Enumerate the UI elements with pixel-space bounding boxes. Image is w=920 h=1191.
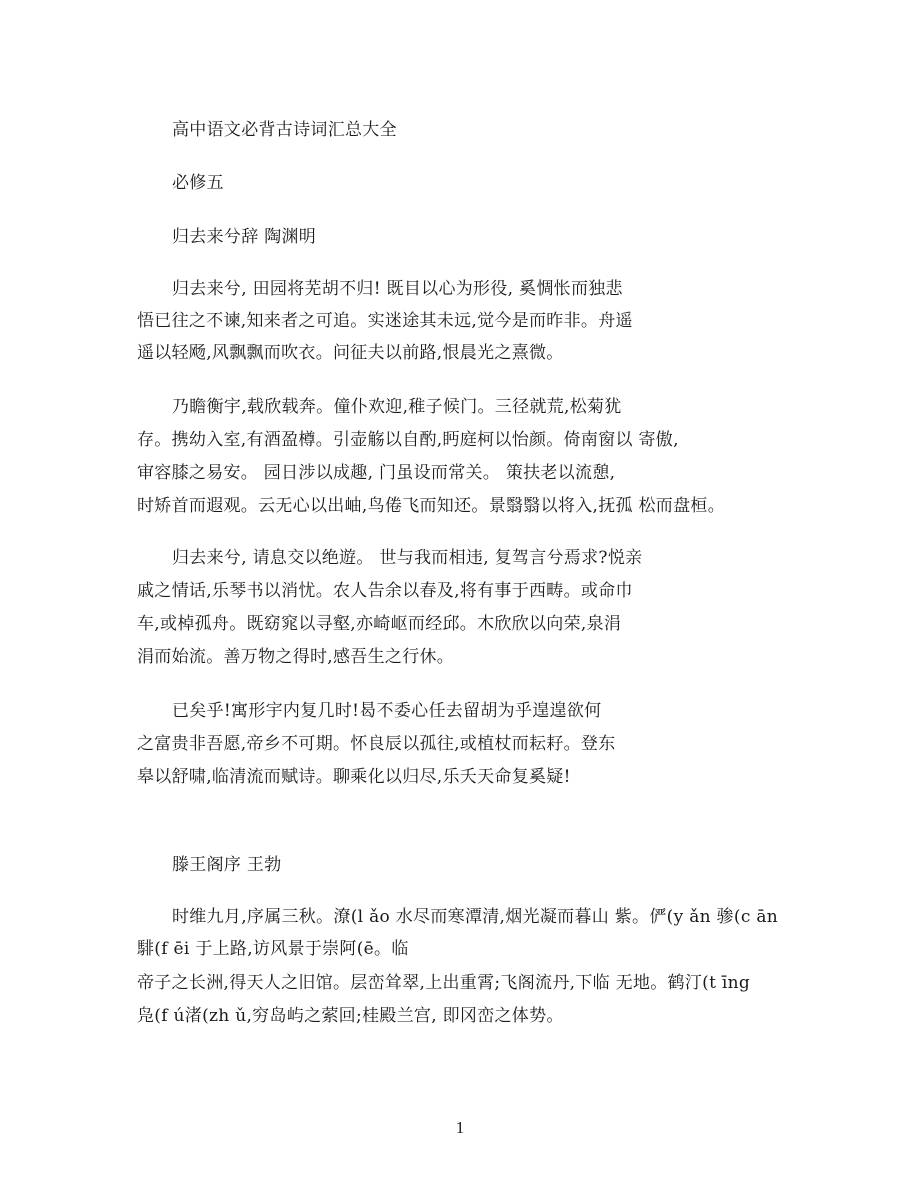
- page-number: 1: [455, 1118, 465, 1137]
- paragraph-line: 戚之情话,乐琴书以消忧。农人告余以春及,将有事于西畴。或命巾: [137, 581, 633, 601]
- paragraph-line: 帝子之长洲,得天人之旧馆。层峦耸翠,上出重霄;飞阁流丹,下临 无地。鹤汀(t īng: [137, 973, 751, 993]
- paragraph-line: 时维九月,序属三秋。潦(l ǎo 水尽而寒潭清,烟光凝而暮山 紫。俨(y ǎn 骖(c ān: [172, 907, 779, 927]
- paragraph-line: 遥以轻飏,风飘飘而吹衣。问征夫以前路,恨晨光之熹微。: [137, 343, 564, 363]
- paragraph-line: 悟已往之不谏,知来者之可追。实迷途其未远,觉今是而昨非。舟遥: [137, 311, 633, 331]
- paragraph-line: 涓而始流。善万物之得时,感吾生之行休。: [137, 647, 455, 667]
- paragraph-line: 时矫首而遐观。云无心以出岫,鸟倦飞而知还。景翳翳以将入,抚孤 松而盘桓。: [137, 496, 726, 516]
- paragraph-line: 归去来兮, 请息交以绝遊。 世与我而相违, 复驾言兮焉求?悦亲: [172, 548, 643, 568]
- paragraph-line: 已矣乎!寓形宇内复几时!曷不委心任去留胡为乎遑遑欲何: [172, 701, 602, 721]
- paragraph-line: 騑(f ēi 于上路,访风景于崇阿(ē。临: [137, 939, 409, 959]
- poem-heading: 归去来兮辞 陶渊明: [172, 227, 317, 247]
- paragraph-line: 车,或棹孤舟。既窈窕以寻壑,亦崎岖而经邱。木欣欣以向荣,泉涓: [137, 614, 622, 634]
- paragraph-line: 之富贵非吾愿,帝乡不可期。怀良辰以孤往,或植杖而耘耔。登东: [137, 734, 616, 754]
- paragraph-line: 皋以舒啸,临清流而赋诗。聊乘化以归尽,乐夭天命复奚疑!: [137, 767, 571, 787]
- poem-heading: 滕王阁序 王勃: [172, 855, 282, 875]
- paragraph-line: 乃瞻衡宇,载欣载奔。僮仆欢迎,稚子候门。三径就荒,松菊犹: [172, 397, 622, 417]
- section-heading: 必修五: [172, 173, 224, 193]
- paragraph-line: 审容膝之易安。 园日涉以成趣, 门虽设而常关。 策扶老以流憩,: [137, 463, 616, 483]
- document-title: 高中语文必背古诗词汇总大全: [172, 120, 397, 140]
- paragraph-line: 凫(f ú渚(zh ǔ,穷岛屿之萦回;桂殿兰宫, 即冈峦之体势。: [137, 1006, 564, 1026]
- paragraph-line: 归去来兮, 田园将芜胡不归! 既目以心为形役, 奚惆怅而独悲: [172, 279, 623, 299]
- paragraph-line: 存。携幼入室,有酒盈樽。引壶觞以自酌,眄庭柯以怡颜。倚南窗以 寄傲,: [137, 430, 679, 450]
